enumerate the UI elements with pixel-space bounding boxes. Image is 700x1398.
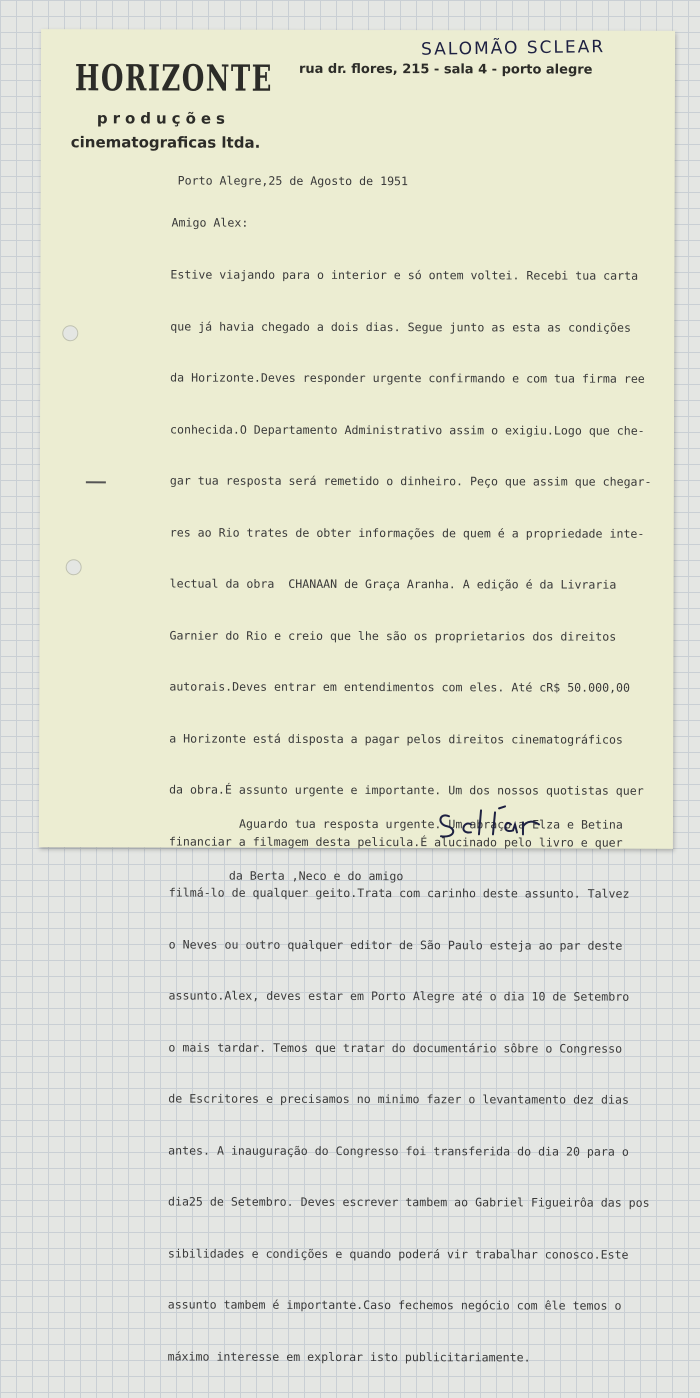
closing-line: da Berta ,Neco e do amigo: [228, 868, 404, 884]
body-line: res ao Rio trates de obter informações de quem é a propriedade inte-: [169, 525, 645, 541]
letterhead-brand: HORIZONTE: [74, 57, 273, 100]
dateline: Porto Alegre,25 de Agosto de 1951: [177, 173, 409, 189]
body-line: assunto tambem é importante.Caso fechemos negócio com êle temos o: [167, 1297, 622, 1313]
letterhead-line1: produções: [96, 109, 231, 128]
body-line: sibilidades e condições e quando poderá vir trabalhar conosco.Este: [167, 1246, 629, 1262]
body-line: Garnier do Rio e creio que lhe são os proprietarios dos direitos: [169, 628, 617, 644]
letter-sheet: [39, 29, 675, 1364]
closing-line: Aguardo tua resposta urgente. Um abraço a Elza e Betina: [238, 816, 623, 832]
body-line: a Horizonte está disposta a pagar pelos direitos cinematográficos: [169, 731, 623, 747]
body-line: Estive viajando para o interior e só ontem voltei. Recebi tua carta: [170, 267, 639, 283]
body-line: lectual da obra CHANAAN de Graça Aranha. A edição é da Livraria: [169, 576, 617, 592]
body-line: de Escritores e precisamos no minimo fazer o levantamento dez dias: [168, 1091, 629, 1107]
greeting: Amigo Alex:: [171, 215, 249, 230]
body-line: que já havia chegado a dois dias. Segue junto as esta as condições: [170, 319, 631, 335]
letterhead-line2: cinematograficas ltda.: [70, 133, 261, 152]
body-line: da obra.É assunto urgente e importante. Um dos nossos quotistas quer: [169, 782, 644, 798]
body-line: autorais.Deves entrar em entendimentos com eles. Até cR$ 50.000,00: [169, 679, 631, 695]
punch-hole-top: [62, 325, 78, 341]
body-line: antes. A inauguração do Congresso foi transferida do dia 20 para o: [168, 1143, 629, 1159]
body-line: máximo interesse em explorar isto publicitariamente.: [167, 1349, 531, 1364]
body-line: filmá-lo de qualquer geito.Trata com carinho deste assunto. Talvez: [168, 885, 630, 901]
body-line: conhecida.O Departamento Administrativo assim o exigiu.Logo que che-: [170, 422, 645, 438]
punch-hole-bottom: [66, 559, 82, 575]
body-line: o Neves ou outro qualquer editor de São Paulo esteja ao par deste: [168, 937, 623, 953]
handwritten-name: SALOMÃO SCLEAR: [420, 37, 606, 60]
handwritten-signature: [435, 804, 545, 844]
body-line: da Horizonte.Deves responder urgente confirmando e com tua firma ree: [170, 370, 645, 386]
body-line: o mais tardar. Temos que tratar do documentário sôbre o Congresso: [168, 1040, 623, 1056]
body-line: gar tua resposta será remetido o dinheiro. Peço que assim que chegar-: [169, 473, 652, 489]
letter-closing: [169, 784, 623, 917]
body-line: dia25 de Setembro. Deves escrever tambem ao Gabriel Figueirôa das pos: [167, 1194, 650, 1210]
body-line: assunto.Alex, deves estar em Porto Alegre até o dia 10 de Setembro: [168, 988, 630, 1004]
letterhead-address: rua dr. flores, 215 - sala 4 - porto alegre: [298, 61, 593, 78]
margin-mark: [86, 481, 106, 483]
body-line: financiar a filmagem desta pelicula.É alucinado pelo livro e quer: [168, 834, 623, 850]
